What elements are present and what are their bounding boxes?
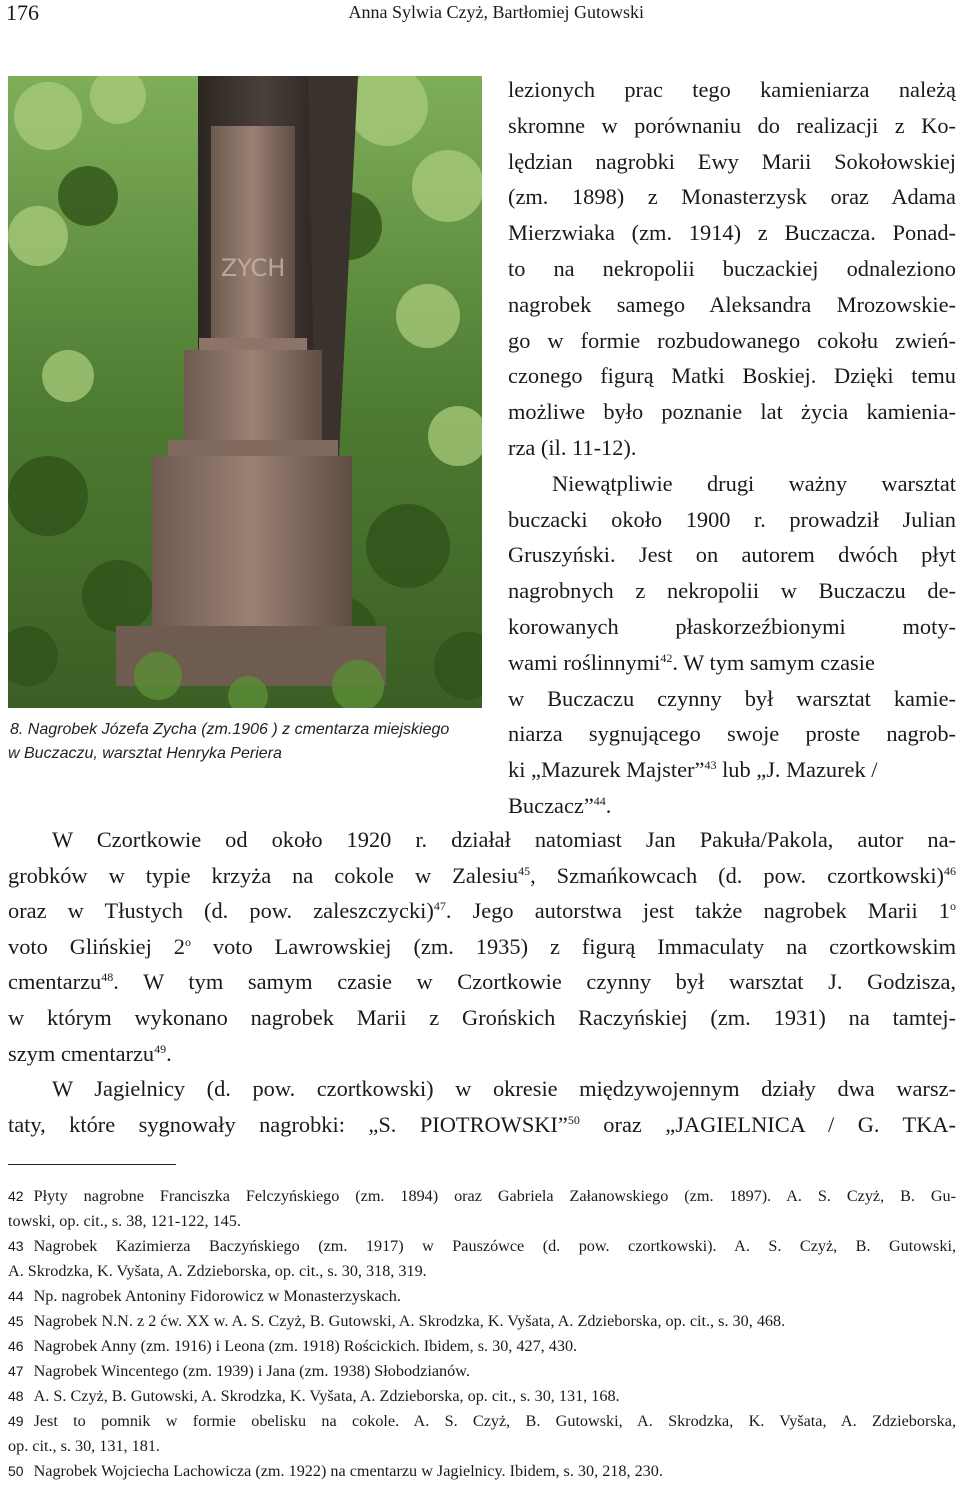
footnote-line <box>8 1359 956 1384</box>
footnote <box>8 1459 956 1484</box>
text-line <box>8 1036 956 1072</box>
page-header <box>0 0 960 34</box>
footnote-text: Jest to pomnik w formie obelisku na cokole. A. S. Czyż, B. Gutowski, A. Skrodzka, K. Vyšata, A. Zdzieborska, <box>33 1412 956 1430</box>
footnote <box>8 1284 956 1309</box>
footnote-line: op. cit., s. 30, 131, 181. <box>8 1437 160 1455</box>
footnote-text: Płyty nagrobne Franciszka Felczyńskiego (zm. 1894) oraz Gabriela Załanowskiego (zm. 1897). A. S. Czyż, B. Gu- <box>33 1187 956 1205</box>
text-segment: ki „Mazurek Majster” <box>508 757 705 783</box>
text-line: w Buczaczu czynny był warsztat kamie- <box>508 685 956 711</box>
text-line <box>8 929 956 965</box>
text-segment: lub „J. Mazurek / <box>716 757 878 783</box>
text-segment: . <box>166 1040 172 1066</box>
footnote-number: 49 <box>8 1413 24 1429</box>
footnote-text: Nagrobek Kazimierza Baczyńskiego (zm. 1917) w Pauszówce (d. pow. czortkowski). A. S. Czyż, B. Gutowski, <box>33 1237 956 1255</box>
footnote <box>8 1384 956 1409</box>
footnote-line <box>8 1334 956 1359</box>
text-line: W Jagielnicy (d. pow. czortkowski) w okresie międzywojennym działy dwa warsz- <box>52 1076 956 1102</box>
text-segment: , Szmańkowcach (d. pow. czortkowski) <box>530 862 944 888</box>
text-segment: . Jego autorstwa jest także nagrobek Marii 1 <box>445 898 950 924</box>
footnote <box>8 1234 956 1284</box>
text-segment: . W tym samym czasie <box>672 649 875 675</box>
text-line: Niewątpliwie drugi ważny warsztat <box>552 470 956 496</box>
text-line: nagrobnych z nekropolii w Buczaczu de- <box>508 578 956 604</box>
footnote-number: 45 <box>8 1313 24 1329</box>
footnote-line: towski, op. cit., s. 38, 121-122, 145. <box>8 1212 241 1230</box>
text-line: buczacki około 1900 r. prowadził Julian <box>508 506 956 532</box>
text-segment: szym cmentarzu <box>8 1040 155 1066</box>
footnote-number: 50 <box>8 1463 24 1479</box>
footnote-ref: 44 <box>593 793 606 808</box>
footnote-line <box>8 1384 956 1409</box>
footnote <box>8 1359 956 1384</box>
gravestone-photo <box>8 76 482 708</box>
footnote-ref: 43 <box>704 758 717 773</box>
text-line: lezionych prac tego kamieniarza należą <box>508 77 956 102</box>
inscription-text: ZYCH <box>220 254 286 282</box>
ordinal-marker: o <box>184 934 191 949</box>
text-line: go w formie rozbudowanego cokołu zwień- <box>508 327 956 353</box>
text-line <box>508 645 956 681</box>
text-segment: taty, które sygnowały nagrobki: „S. PIOTROWSKI” <box>8 1111 568 1137</box>
text-line: (zm. 1898) z Monasterzysk oraz Adama <box>508 184 956 210</box>
text-line <box>8 964 956 1000</box>
footnote <box>8 1334 956 1359</box>
footnotes <box>8 1184 956 1484</box>
footnote-line <box>8 1409 956 1434</box>
footnote-line <box>8 1459 956 1484</box>
footnote-number: 43 <box>8 1238 24 1254</box>
footnote <box>8 1309 956 1334</box>
right-text-column <box>508 72 956 824</box>
footnote-ref: 50 <box>567 1112 580 1127</box>
footnote-text: Nagrobek Anny (zm. 1916) i Leona (zm. 1918) Rościckich. Ibidem, s. 30, 427, 430. <box>33 1337 578 1355</box>
running-head: Anna Sylwia Czyż, Bartłomiej Gutowski <box>348 2 644 22</box>
footnote <box>8 1409 956 1459</box>
text-line: rza (il. 11-12). <box>508 434 637 460</box>
text-segment: oraz w Tłustych (d. pow. zaleszczycki) <box>8 898 434 924</box>
text-line: to na nekropolii buczackiej odnaleziono <box>508 255 956 281</box>
text-segment: voto Glińskiej 2 <box>8 933 185 959</box>
footnote-number: 48 <box>8 1388 24 1404</box>
footnote-ref: 42 <box>660 650 673 665</box>
footnote-text: Np. nagrobek Antoniny Fidorowicz w Monasterzyskach. <box>33 1287 401 1305</box>
text-segment: . W tym samym czasie w Czortkowie czynny był warsztat J. Godzisza, <box>113 969 956 995</box>
footnote-ref: 49 <box>154 1041 167 1056</box>
text-segment: cmentarzu <box>8 969 102 995</box>
footnote-number: 46 <box>8 1338 24 1354</box>
footnote-number: 47 <box>8 1363 24 1379</box>
footnote-ref: 48 <box>101 970 114 985</box>
footnote-ref: 46 <box>944 863 956 878</box>
footnote <box>8 1184 956 1234</box>
text-line <box>8 893 956 929</box>
footnote-line <box>8 1234 956 1259</box>
footnote-ref: 47 <box>433 899 446 914</box>
footnote-text: Nagrobek Wojciecha Lachowicza (zm. 1922) na cmentarzu w Jagielnicy. Ibidem, s. 30, 218, 230. <box>33 1462 663 1480</box>
ordinal-marker: o <box>950 899 956 914</box>
text-line: Mierzwiaka (zm. 1914) z Buczacza. Ponad- <box>508 220 956 246</box>
text-line <box>8 858 956 894</box>
text-line <box>508 788 956 824</box>
caption-line: w Buczaczu, warsztat Henryka Periera <box>8 745 282 762</box>
text-line: nagrobek samego Aleksandra Mrozowskie- <box>508 291 956 317</box>
footnote-number: 42 <box>8 1188 24 1204</box>
text-segment: . <box>605 792 612 818</box>
text-line: niarza sygnującego swoje proste nagrob- <box>508 721 956 747</box>
footnote-text: Nagrobek N.N. z 2 ćw. XX w. A. S. Czyż, B. Gutowski, A. Skrodzka, K. Vyšata, A. Zdzieborska, op. cit., s. 30, 468. <box>33 1312 786 1330</box>
footnote-separator <box>8 1164 176 1165</box>
text-segment: oraz „JAGIELNICA / G. TKA- <box>579 1111 957 1137</box>
footnote-number: 44 <box>8 1288 24 1304</box>
text-segment: Buczacz” <box>508 792 594 818</box>
text-line: czonego figurą Matki Boskiej. Dzięki temu <box>508 363 956 389</box>
text-segment: wami roślinnymi <box>508 649 661 675</box>
text-segment: voto Lawrowskiej (zm. 1935) z figurą Immaculaty na czortkowskim <box>190 933 956 959</box>
text-line: W Czortkowie od około 1920 r. działał natomiast Jan Pakuła/Pakola, autor na- <box>52 827 956 852</box>
text-segment: grobków w typie krzyża na cokole w Zalesiu <box>8 862 519 888</box>
footnote-line: A. Skrodzka, K. Vyšata, A. Zdzieborska, op. cit., s. 30, 318, 319. <box>8 1262 427 1280</box>
footnote-line <box>8 1184 956 1209</box>
footnote-ref: 45 <box>518 863 531 878</box>
text-line: skromne w porównaniu do realizacji z Ko- <box>508 112 956 138</box>
text-line: lędzian nagrobki Ewy Marii Sokołowskiej <box>508 148 956 174</box>
caption-line: 8. Nagrobek Józefa Zycha (zm.1906 ) z cmentarza miejskiego <box>10 721 450 738</box>
figure-caption <box>8 718 482 766</box>
text-line: w którym wykonano nagrobek Marii z Grońskich Raczyńskiej (zm. 1931) na tamtej- <box>8 1004 956 1030</box>
text-line <box>8 1107 956 1143</box>
page-number: 176 <box>6 0 39 25</box>
text-line <box>508 752 956 788</box>
footnote-line <box>8 1309 956 1334</box>
footnote-text: A. S. Czyż, B. Gutowski, A. Skrodzka, K. Vyšata, A. Zdzieborska, op. cit., s. 30, 131, 168. <box>33 1387 620 1405</box>
text-line: korowanych płaskorzeźbionymi moty- <box>508 613 956 639</box>
body-text <box>8 822 956 1142</box>
text-line: możliwe było poznanie lat życia kamienia- <box>508 399 956 425</box>
text-line: Gruszyński. Jest on autorem dwóch płyt <box>508 542 956 568</box>
footnote-line <box>8 1284 956 1309</box>
footnote-text: Nagrobek Wincentego (zm. 1939) i Jana (zm. 1938) Słobodzianów. <box>33 1362 470 1380</box>
